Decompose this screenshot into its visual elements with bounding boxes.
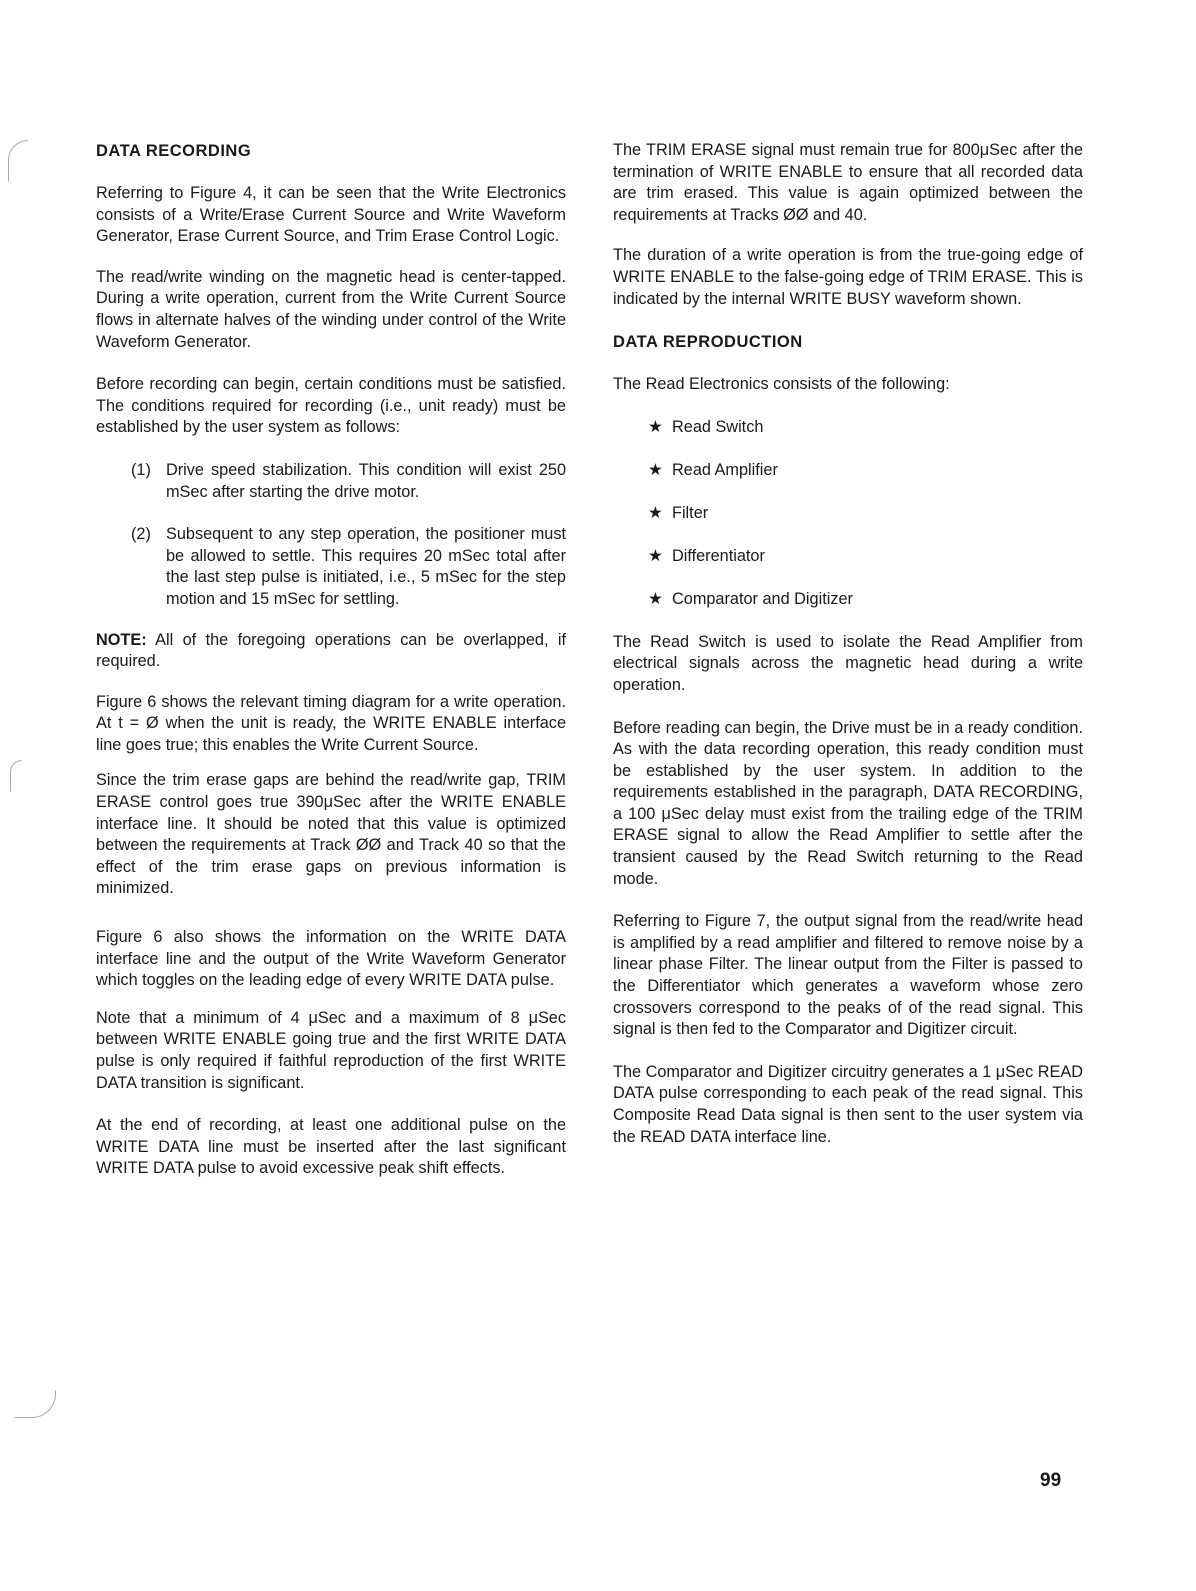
paragraph: Referring to Figure 7, the output signal from the read/write head is amplified by a read amplifier and filtered to remove noise by a linear phase Filter. The linear output from the Filter is passed to the Differentiator which generates a waveform whose zero crossovers correspond to the peaks of of the read signal. This signal is then fed to the Comparator and Digitizer circuit. [613, 912, 1083, 1039]
scan-artifact [8, 140, 28, 182]
bullet-list [613, 417, 1083, 611]
section-heading-data-recording: DATA RECORDING [96, 142, 252, 160]
list-number: (2) [131, 525, 151, 544]
star-icon: ★ [648, 590, 663, 609]
paragraph: The duration of a write operation is from the true-going edge of WRITE ENABLE to the false-going edge of TRIM ERASE. This is indicated by the internal WRITE BUSY waveform shown. [613, 246, 1083, 308]
list-text: Read Amplifier [672, 460, 778, 479]
list-item [648, 417, 1083, 439]
note-text: All of the foregoing operations can be overlapped, if required. [96, 630, 566, 671]
scan-artifact [10, 760, 22, 792]
paragraph: Since the trim erase gaps are behind the read/write gap, TRIM ERASE control goes true 390μSec after the WRITE ENABLE interface line. It should be noted that this value is optimized between the requirements at Track ØØ and Track 40 so that the effect of the trim erase gaps on previous information is minimized. [96, 771, 566, 898]
page-number: 99 [1040, 1470, 1062, 1491]
paragraph: Before recording can begin, certain conditions must be satisfied. The conditions required for recording (i.e., unit ready) must be established by the user system as follows: [96, 375, 566, 437]
paragraph: Figure 6 also shows the information on the WRITE DATA interface line and the output of the Write Waveform Generator which toggles on the leading edge of every WRITE DATA pulse. [96, 928, 566, 990]
paragraph: Referring to Figure 4, it can be seen that the Write Electronics consists of a Write/Erase Current Source and Write Waveform Generator, Erase Current Source, and Trim Erase Control Logic. [96, 184, 566, 246]
right-column [613, 140, 1083, 1148]
list-text: Read Switch [672, 417, 764, 436]
list-item [648, 589, 1083, 611]
paragraph: Note that a minimum of 4 μSec and a maximum of 8 μSec between WRITE ENABLE going true and the first WRITE DATA pulse is only required if faithful reproduction of the first WRITE DATA transition is significant. [96, 1008, 566, 1092]
list-item [648, 460, 1083, 482]
section-heading-data-reproduction: DATA REPRODUCTION [613, 333, 803, 352]
list-item [131, 460, 566, 503]
paragraph: The TRIM ERASE signal must remain true for 800μSec after the termination of WRITE ENABLE to ensure that all recorded data are trim erased. This value is again optimized between the requirements at Tracks ØØ and 40. [613, 141, 1083, 224]
star-icon: ★ [648, 547, 663, 566]
list-item [648, 503, 1083, 525]
list-item [648, 546, 1083, 568]
note-label: NOTE: [96, 630, 147, 649]
list-text: Subsequent to any step operation, the positioner must be allowed to settle. This requires 20 mSec total after the last step pulse is initiated, i.e., 5 mSec for the step motion and 15 mSec for settling. [166, 525, 566, 608]
star-icon: ★ [648, 417, 663, 436]
paragraph: At the end of recording, at least one additional pulse on the WRITE DATA line must be inserted after the last significant WRITE DATA pulse to avoid excessive peak shift effects. [96, 1116, 566, 1178]
paragraph: The read/write winding on the magnetic head is center-tapped. During a write operation, current from the Write Current Source flows in alternate halves of the winding under control of the Write Waveform Generator. [96, 267, 566, 351]
scan-artifact [14, 1390, 56, 1418]
star-icon: ★ [648, 460, 663, 479]
list-text: Filter [672, 503, 709, 522]
list-text: Drive speed stabilization. This condition will exist 250 mSec after starting the drive motor. [166, 460, 566, 501]
paragraph: The Read Electronics consists of the following: [613, 375, 950, 394]
list-text: Differentiator [672, 547, 765, 566]
note [96, 630, 566, 673]
star-icon: ★ [648, 503, 663, 522]
list-item [131, 524, 566, 610]
paragraph: The Read Switch is used to isolate the Read Amplifier from electrical signals across the magnetic head during a write operation. [613, 632, 1083, 694]
list-text: Comparator and Digitizer [672, 590, 853, 609]
paragraph: Before reading can begin, the Drive must be in a ready condition. As with the data recording operation, this ready condition must be established by the user system. In addition to the requirements established in the paragraph, DATA RECORDING, a 100 μSec delay must exist from the trailing edge of the TRIM ERASE signal to allow the Read Amplifier to settle after the transient caused by the Read Switch returning to the Read mode. [613, 718, 1083, 888]
list-number: (1) [131, 460, 151, 479]
paragraph: The Comparator and Digitizer circuitry generates a 1 μSec READ DATA pulse corresponding to each peak of the read signal. This Composite Read Data signal is then sent to the user system via the READ DATA interface line. [613, 1062, 1083, 1146]
paragraph: Figure 6 shows the relevant timing diagram for a write operation. At t = Ø when the unit is ready, the WRITE ENABLE interface line goes true; this enables the Write Current Source. [96, 692, 566, 754]
left-column [96, 140, 566, 1180]
